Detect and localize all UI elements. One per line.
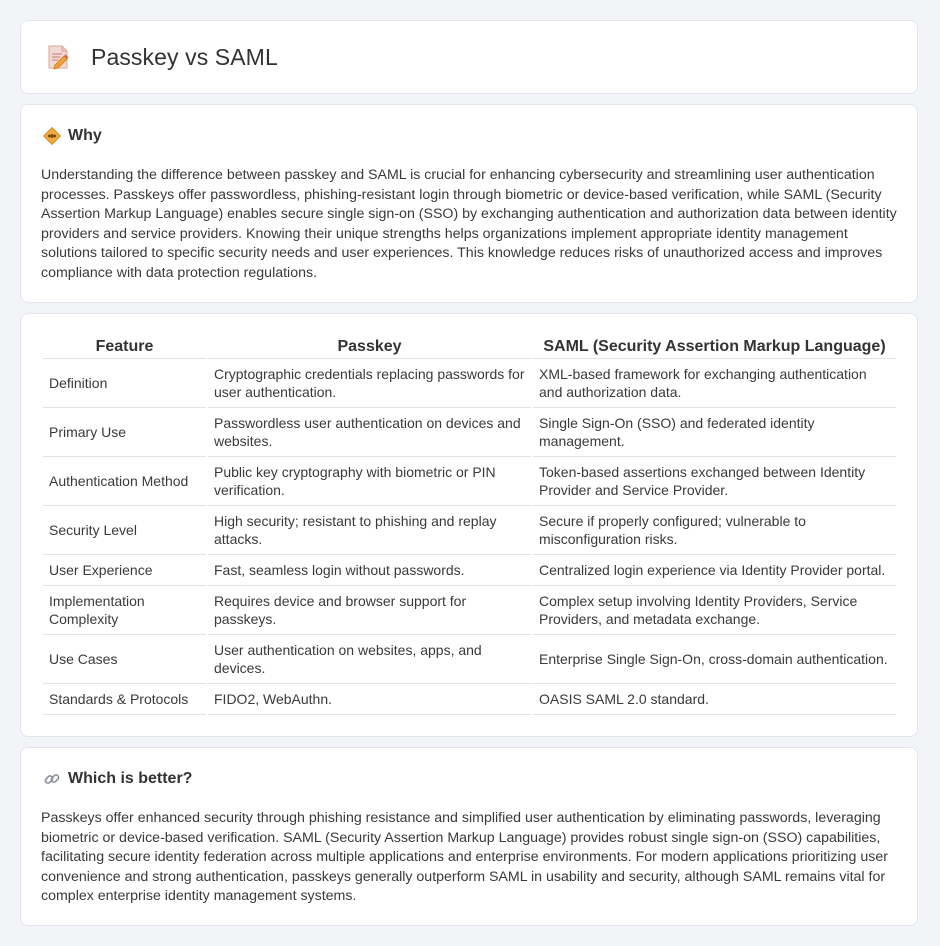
document-edit-icon	[45, 43, 71, 71]
table-row	[43, 506, 896, 555]
feature-cell: Use Cases	[43, 635, 206, 684]
feature-cell: User Experience	[43, 555, 206, 586]
table-row	[43, 555, 896, 586]
title-row	[45, 43, 278, 71]
feature-cell: Definition	[43, 359, 206, 408]
saml-cell: Single Sign-On (SSO) and federated identity management.	[533, 408, 896, 457]
passkey-cell: Cryptographic credentials replacing passwords for user authentication.	[208, 359, 531, 408]
table-row	[43, 684, 896, 715]
header-card	[20, 20, 918, 94]
why-title: Why	[68, 127, 102, 144]
better-text: Passkeys offer enhanced security through phishing resistance and simplified user authentication by eliminating passwords, leveraging biometric or device-based verification. SAML (Security Assertion Markup Language) provides robust single sign-on (SSO) capabilities, facilitating secure identity federation across multiple applications and enterprise environments. For modern applications prioritizing user convenience and strong authentication, passkeys generally outperform SAML in usability and security, although SAML remains vital for complex enterprise identity management systems.	[41, 810, 888, 904]
table-row	[43, 359, 896, 408]
feature-cell: Standards & Protocols	[43, 684, 206, 715]
comparison-table	[41, 336, 898, 715]
diamond-sign-icon	[43, 127, 61, 145]
passkey-cell: Public key cryptography with biometric or PIN verification.	[208, 457, 531, 506]
saml-cell: Centralized login experience via Identity Provider portal.	[533, 555, 896, 586]
link-icon	[43, 770, 61, 788]
table-header-row	[43, 336, 896, 359]
feature-cell: Authentication Method	[43, 457, 206, 506]
saml-cell: OASIS SAML 2.0 standard.	[533, 684, 896, 715]
saml-cell: Enterprise Single Sign-On, cross-domain authentication.	[533, 635, 896, 684]
saml-cell: Secure if properly configured; vulnerable to misconfiguration risks.	[533, 506, 896, 555]
saml-cell: Complex setup involving Identity Providers, Service Providers, and metadata exchange.	[533, 586, 896, 635]
saml-cell: XML-based framework for exchanging authentication and authorization data.	[533, 359, 896, 408]
table-row	[43, 408, 896, 457]
better-title: Which is better?	[68, 770, 193, 787]
passkey-cell: FIDO2, WebAuthn.	[208, 684, 531, 715]
passkey-cell: High security; resistant to phishing and replay attacks.	[208, 506, 531, 555]
feature-cell: Security Level	[43, 506, 206, 555]
passkey-cell: User authentication on websites, apps, and devices.	[208, 635, 531, 684]
feature-cell: Primary Use	[43, 408, 206, 457]
header-passkey: Passkey	[208, 336, 531, 359]
header-feature: Feature	[43, 336, 206, 359]
why-text: Understanding the difference between passkey and SAML is crucial for enhancing cybersecurity and streamlining user authentication processes. Passkeys offer passwordless, phishing-resistant login through biometric or device-based verification, while SAML (Security Assertion Markup Language) enables secure single sign-on (SSO) by exchanging authentication and authorization data between identity providers and service providers. Knowing their unique strengths helps organizations implement appropriate identity management solutions tailored to specific security needs and user experiences. This knowledge reduces risks of unauthorized access and improves compliance with data protection regulations.	[41, 167, 897, 281]
table-row	[43, 457, 896, 506]
why-heading	[43, 127, 102, 145]
better-card	[20, 747, 918, 926]
page-title: Passkey vs SAML	[91, 43, 278, 70]
passkey-cell: Passwordless user authentication on devices and websites.	[208, 408, 531, 457]
why-card	[20, 104, 918, 303]
table-row	[43, 586, 896, 635]
header-saml: SAML (Security Assertion Markup Language)	[533, 336, 896, 359]
better-heading	[43, 770, 192, 788]
passkey-cell: Fast, seamless login without passwords.	[208, 555, 531, 586]
comparison-card	[20, 313, 918, 737]
feature-cell: Implementation Complexity	[43, 586, 206, 635]
saml-cell: Token-based assertions exchanged between Identity Provider and Service Provider.	[533, 457, 896, 506]
table-row	[43, 635, 896, 684]
passkey-cell: Requires device and browser support for passkeys.	[208, 586, 531, 635]
